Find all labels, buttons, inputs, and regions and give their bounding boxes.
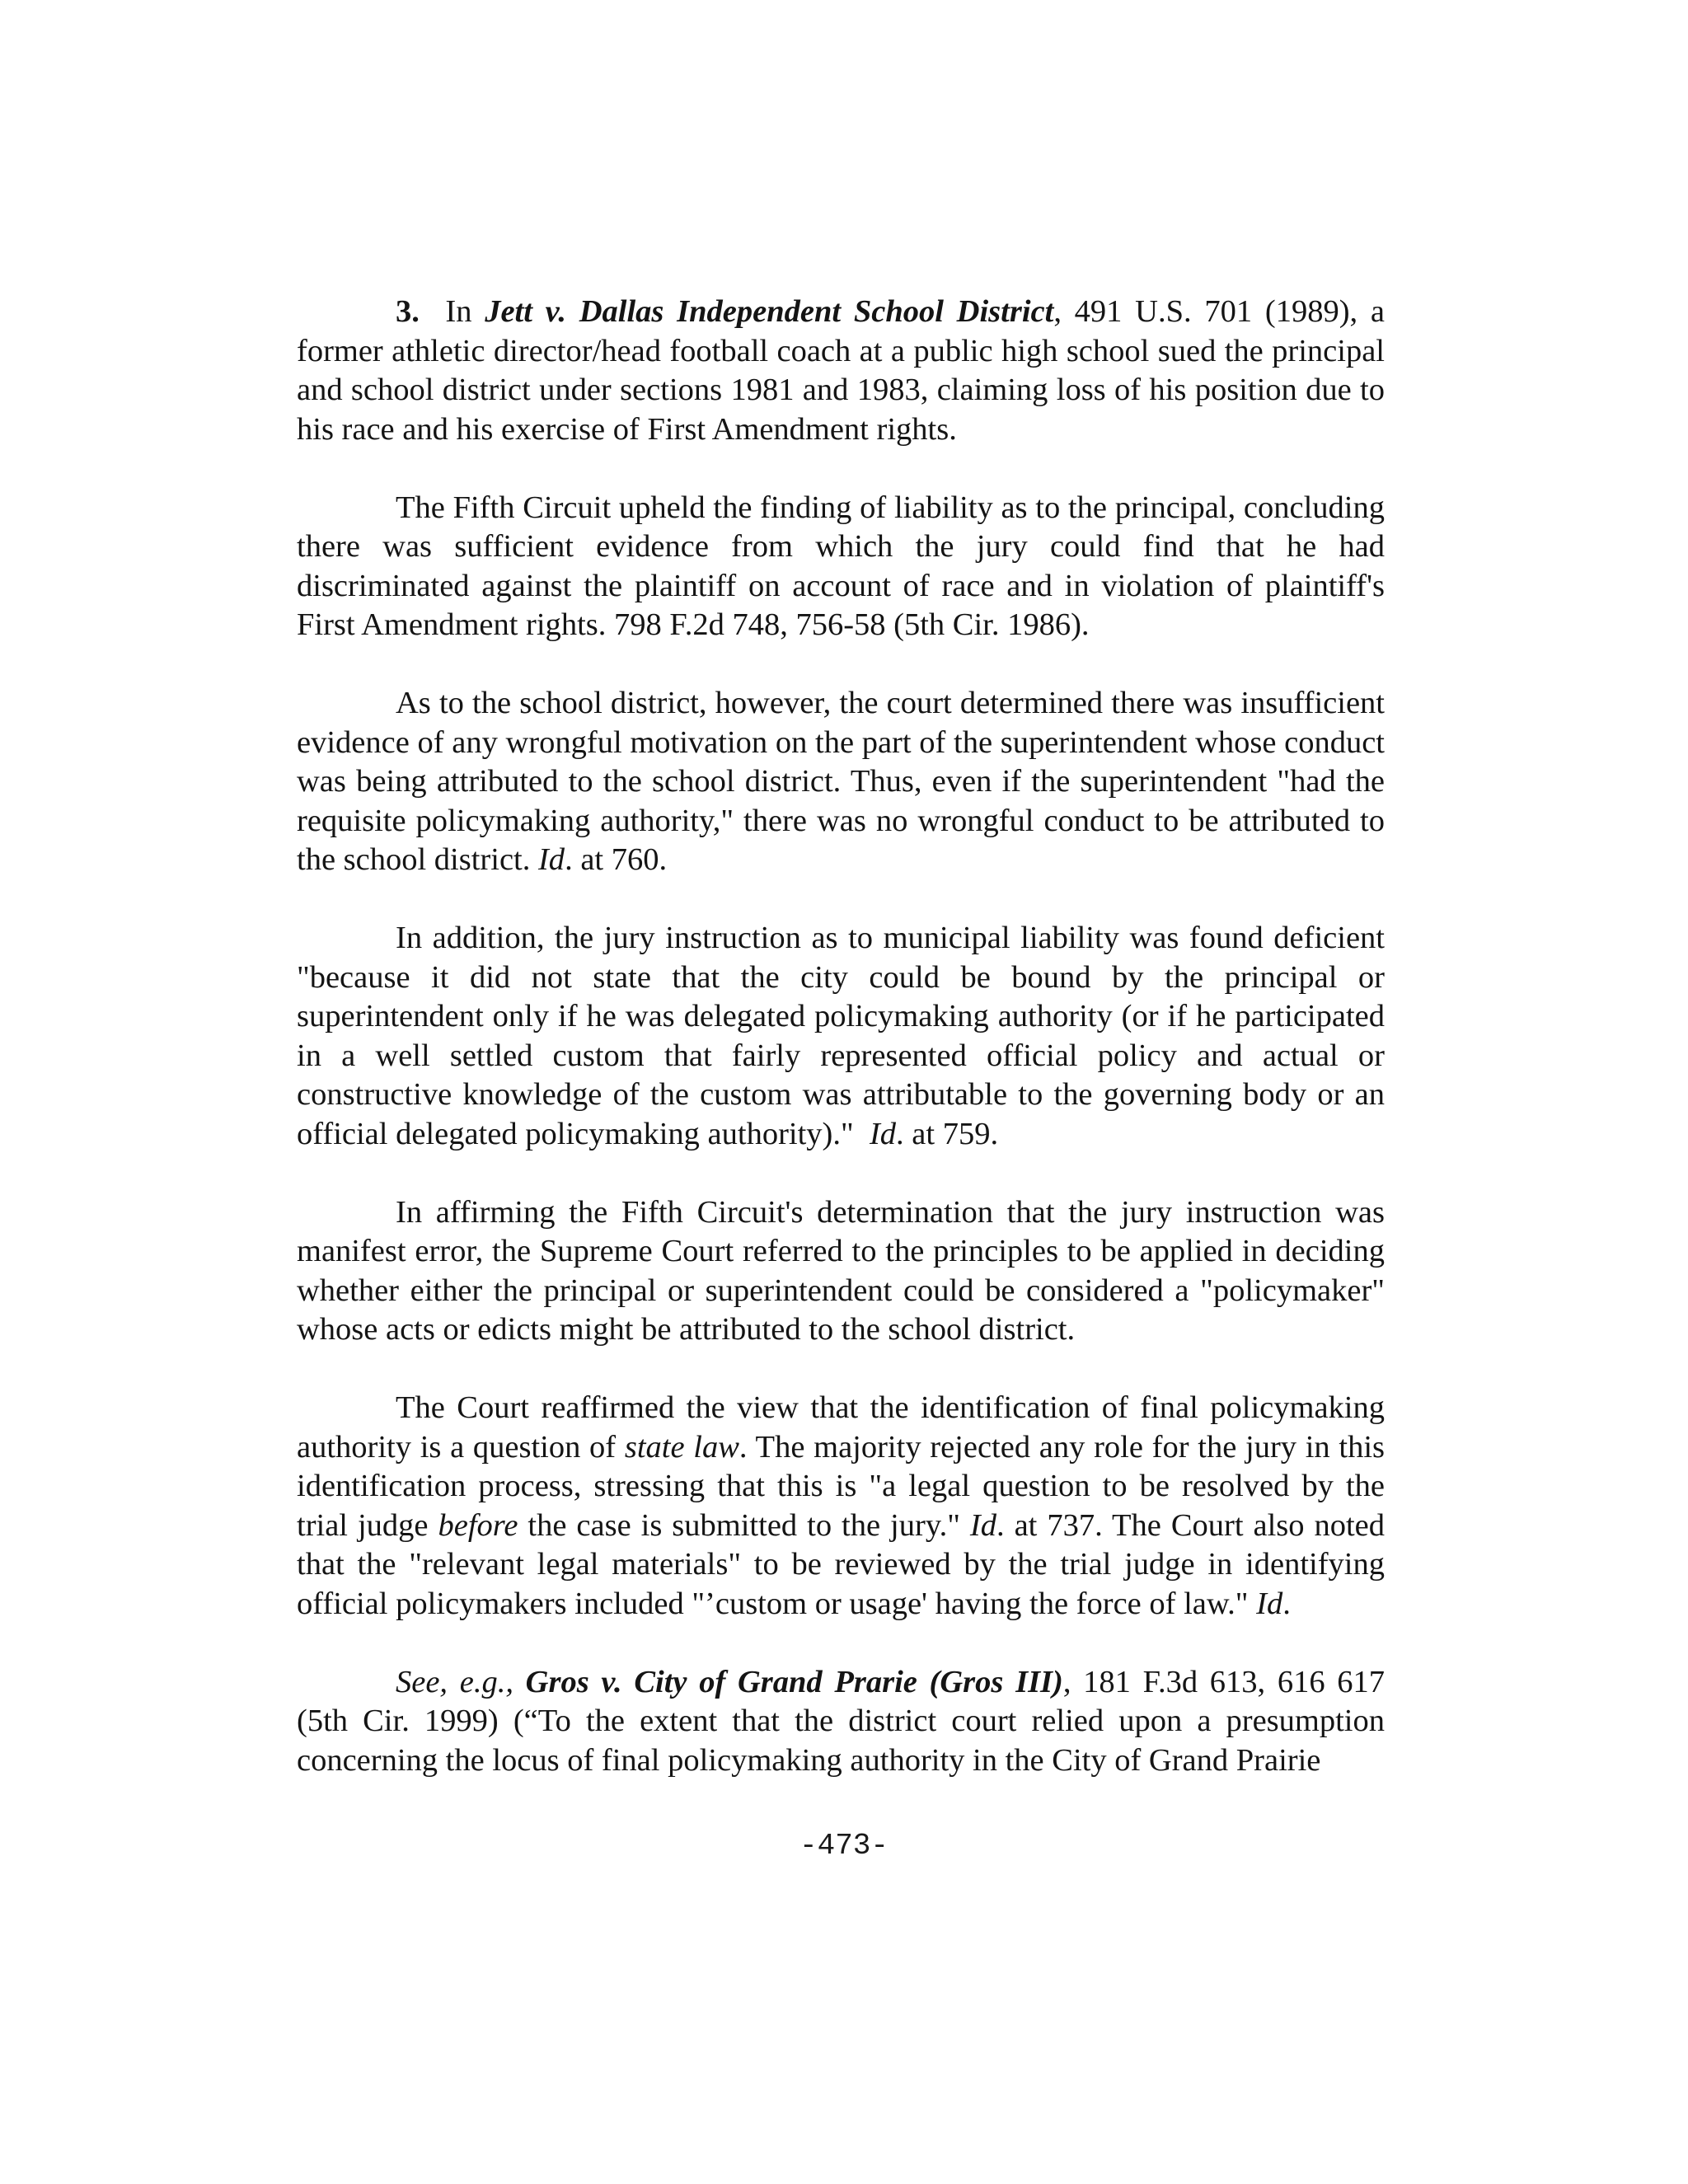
emphasis-before: before [438,1507,518,1543]
text-run: . at 760. [565,842,668,877]
paragraph-jury-instruction [297,919,1385,1154]
paragraph-fifth-circuit [297,489,1385,645]
document-body [297,293,1385,1780]
text-run: The Fifth Circuit upheld the finding of liability as to the principal, concluding there was sufficient evidence from which the jury could find that he had discriminated against the plaintiff on account of race and in violation of plaintiff's First Amendment rights. 798 F.2d 748, 756-58 (5th Cir. 1986). [297,490,1385,642]
paragraph-jett-intro [297,293,1385,449]
text-run: . The majority rejected any role for the jury in this identification process, stressing that this is "a legal question to be resolved by the trial judge [297,1429,1386,1543]
paragraph-state-law [297,1389,1385,1624]
case-citation: Gros v. City of Grand Prarie (Gros III) [525,1664,1063,1699]
id-citation: Id [869,1116,897,1151]
id-citation: Id [969,1507,996,1543]
paragraph-school-district [297,684,1385,880]
id-citation: Id [1256,1586,1283,1621]
paragraph-gros [297,1663,1385,1781]
text-run: . at 737. The Court also noted that the "relevant legal materials" to be reviewed by the trial judge in identifying official policymakers included "’custom or usage' having the force of law." [297,1507,1386,1621]
paragraph-number: 3. [396,294,420,329]
text-run: In addition, the jury instruction as to municipal liability was found deficient "because it did not state that the city could be bound by the principal or superintendent only if he was delegated policymaking authority (or if he participated in a well settled custom that fairly represented official policy and actual or constructive knowledge of the custom was attributable to the governing body or an official delegated policymaking authority)." [297,921,1385,1151]
text-run: the case is submitted to the jury." [528,1507,960,1543]
id-citation: Id [537,842,565,877]
case-citation: Jett v. Dallas Independent School District [485,294,1054,329]
text-run: . at 759. [896,1116,999,1151]
text-run: In [445,294,472,329]
text-run: , 491 U.S. 701 (1989), a former athletic director/head football coach at a public high school sued the principal and school district under sections 1981 and 1983, claiming loss of his position due to his race and his exercise of First Amendment rights. [297,294,1385,447]
emphasis-state-law: state law [624,1429,739,1465]
paragraph-supreme-court [297,1193,1385,1350]
text-run: In affirming the Fifth Circuit's determination that the jury instruction was manifest error, the Supreme Court referred to the principles to be applied in deciding whether either the principal or superintendent could be considered a "policymaker" whose acts or edicts might be attributed to the school district. [297,1194,1385,1347]
page-number: -473- [799,1829,889,1863]
signal-see-eg: See, e.g., [396,1664,513,1699]
text-run: The Court reaffirmed the view that the identification of final policymaking authority is a question of [297,1390,1385,1465]
text-run: . [1282,1586,1291,1621]
text-run: , 181 F.3d 613, 616 617 (5th Cir. 1999) (“To the extent that the district court relied upon a presumption concerning the locus of final policymaking authority in the City of Grand Prairie [297,1664,1386,1778]
text-run: As to the school district, however, the court determined there was insufficient evidence of any wrongful motivation on the part of the superintendent whose conduct was being attributed to the school district. Thus, even if the superintendent "had the requisite policymaking authority," there was no wrongful conduct to be attributed to the school district. [297,686,1385,877]
